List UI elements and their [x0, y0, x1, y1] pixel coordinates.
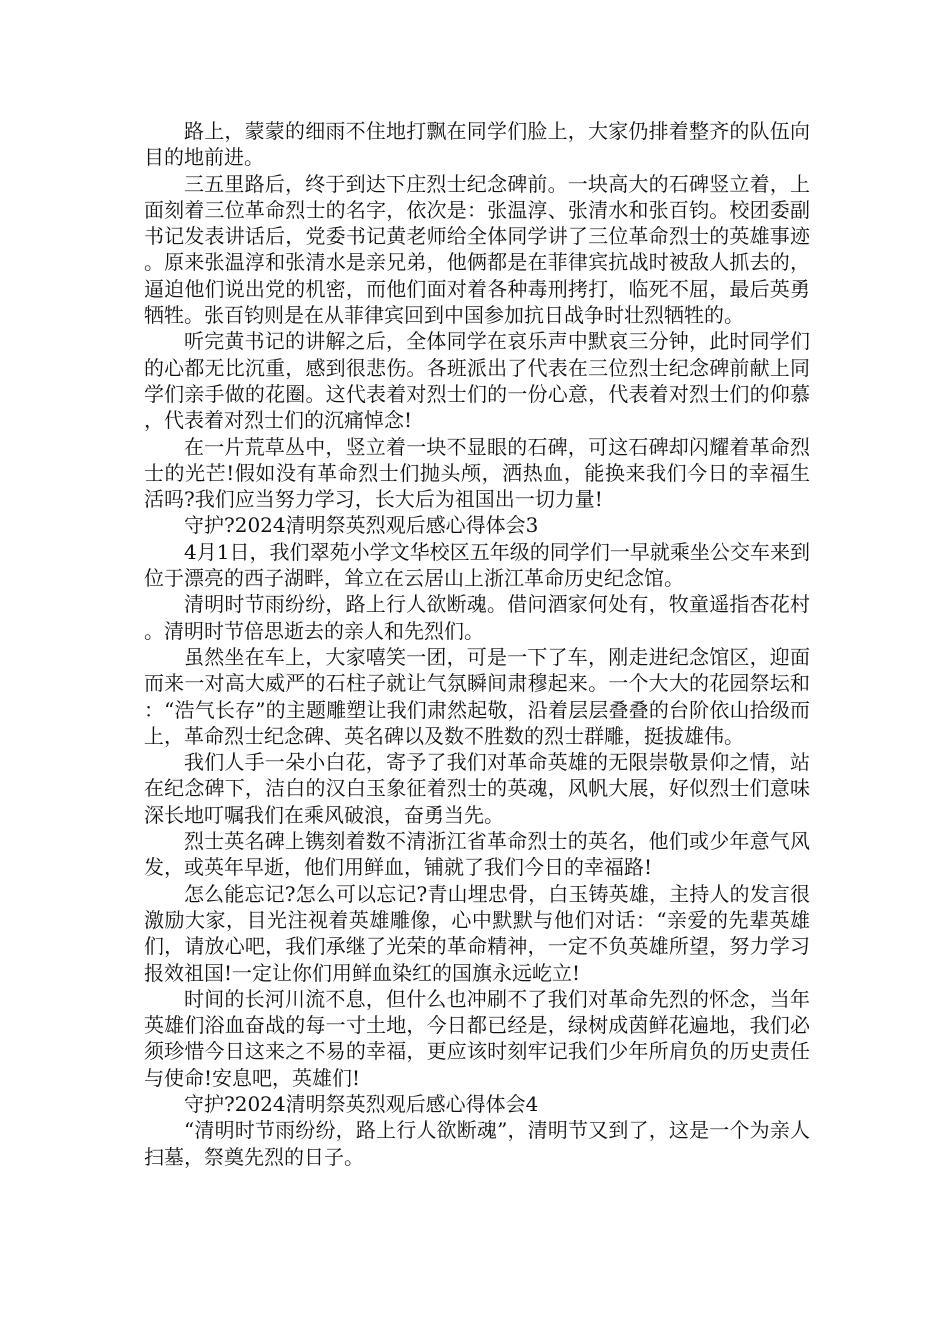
paragraph: 在一片荒草丛中，竖立着一块不显眼的石碑，可这石碑却闪耀着革命烈士的光芒!假如没有革命烈士们抛头颅，洒热血，能换来我们今日的幸福生活吗?我们应当努力学习，长大后为祖国出一切力量! [144, 434, 810, 512]
paragraph: 烈士英名碑上镌刻着数不清浙江省革命烈士的英名，他们或少年意气风发，或英年早逝，他们用鲜血，铺就了我们今日的幸福路! [144, 829, 810, 880]
paragraph: 清明时节雨纷纷，路上行人欲断魂。借问酒家何处有，牧童遥指杏花村。清明时节倍思逝去的亲人和先烈们。 [144, 592, 810, 643]
paragraph: 怎么能忘记?怎么可以忘记?青山埋忠骨，白玉铸英雄，主持人的发言很激励大家，目光注视着英雄雕像，心中默默与他们对话：“亲爱的先辈英雄们，请放心吧，我们承继了光荣的革命精神，一定不负英雄所望，努力学习报效祖国!一定让你们用鲜血染红的国旗永远屹立! [144, 881, 810, 985]
document-body [144, 118, 810, 1170]
section-heading: 守护?2024清明祭英烈观后感心得体会3 [184, 513, 539, 538]
section-heading: 守护?2024清明祭英烈观后感心得体会4 [184, 1091, 539, 1116]
paragraph: “清明时节雨纷纷，路上行人欲断魂”，清明节又到了，这是一个为亲人扫墓，祭奠先烈的日子。 [144, 1118, 810, 1169]
paragraph: 我们人手一朵小白花，寄予了我们对革命英雄的无限崇敬景仰之情，站在纪念碑下，洁白的汉白玉象征着烈士的英魂，风帆大展，好似烈士们意味深长地叮嘱我们在乘风破浪，奋勇当先。 [144, 750, 810, 827]
paragraph: 虽然坐在车上，大家嘻笑一团，可是一下了车，刚走进纪念馆区，迎面而来一对高大威严的石柱子就让气氛瞬间肃穆起来。一个大大的花园祭坛和：“浩气长存”的主题雕塑让我们肃然起敬，沿着层层叠叠的台阶依山拾级而上，革命烈士纪念碑、英名碑以及数不胜数的烈士群雕，挺拔雄伟。 [144, 644, 810, 748]
paragraph: 时间的长河川流不息，但什么也冲刷不了我们对革命先烈的怀念，当年英雄们浴血奋战的每一寸土地，今日都已经是，绿树成茵鲜花遍地，我们必须珍惜今日这来之不易的幸福，更应该时刻牢记我们少年所肩负的历史责任与使命!安息吧，英雄们! [144, 986, 810, 1090]
paragraph: 听完黄书记的讲解之后，全体同学在哀乐声中默哀三分钟，此时同学们的心都无比沉重，感到很悲伤。各班派出了代表在三位烈士纪念碑前献上同学们亲手做的花圈。这代表着对烈士们的一份心意，代表着对烈士们的仰慕，代表着对烈士们的沉痛悼念! [144, 329, 810, 433]
paragraph: 路上，蒙蒙的细雨不住地打飘在同学们脸上，大家仍排着整齐的队伍向目的地前进。 [144, 119, 810, 170]
paragraph: 三五里路后，终于到达下庄烈士纪念碑前。一块高大的石碑竖立着，上面刻着三位革命烈士的名字，依次是：张温淳、张清水和张百钧。校团委副书记发表讲话后，党委书记黄老师给全体同学讲了三位革命烈士的英雄事迹。原来张温淳和张清水是亲兄弟，他俩都是在菲律宾抗战时被敌人抓去的，逼迫他们说出党的机密，而他们面对着各种毒刑拷打，临死不屈，最后英勇牺牲。张百钧则是在从菲律宾回到中国参加抗日战争时壮烈牺牲的。 [144, 171, 810, 328]
paragraph: 4月1日，我们翠苑小学文华校区五年级的同学们一早就乘坐公交车来到位于漂亮的西子湖畔，耸立在云居山上浙江革命历史纪念馆。 [144, 539, 810, 591]
